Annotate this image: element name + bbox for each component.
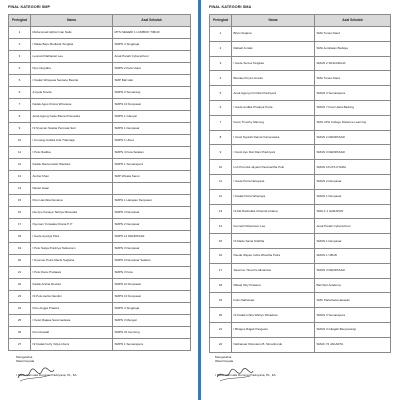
sma-cell-rank: 12	[210, 189, 232, 204]
sma-cell-school: SMAN 3 Semarapura	[315, 86, 391, 101]
sma-cell-name: Ni Made Sania Sriditha	[232, 234, 315, 249]
smp-cell-name: I Kadek Wirayasa Sentanu Besiria	[31, 75, 113, 87]
smp-cell-rank: 25	[9, 315, 31, 327]
smp-cell-name: I Gede Ayodya Pitra	[31, 231, 113, 243]
sma-cell-school: SMAN 7 Kuta Utara Badung	[315, 100, 391, 115]
smp-cell-school: SMPN 1 Gianyar	[113, 111, 191, 123]
smp-table-row	[9, 267, 191, 279]
sma-table-row	[210, 174, 391, 189]
smp-cell-name: I Komang Andika Arta Triatmaja	[31, 135, 113, 147]
sma-cell-name: I Kadek Putra Wiranaya	[232, 189, 315, 204]
sma-table-row	[210, 219, 391, 234]
sma-table-row	[210, 41, 391, 56]
smp-table-row	[9, 99, 191, 111]
smp-cell-name: Kadek Arshia Deviani	[31, 279, 113, 291]
sma-table-row	[210, 278, 391, 293]
sma-sig-name: I Made Darmala Dumma Pradnyana, PL, FA	[215, 373, 276, 378]
sma-cell-school: SMK Pariwisata Harapan	[315, 293, 391, 308]
sma-sig-line2: Wasit Kepala	[215, 359, 234, 364]
smp-cell-rank: 20	[9, 255, 31, 267]
smp-table-row	[9, 63, 191, 75]
sma-cell-school: SMA UPH College Distance Learning	[315, 115, 391, 130]
sma-cell-name: Nathanael Oktoviano B. Simanhuruk	[232, 337, 315, 352]
sma-cell-name: Kenneth Robertson Lee	[232, 219, 315, 234]
smp-cell-name: Ida Ayu Kanaya Tarisya Manuaba	[31, 207, 113, 219]
smp-cell-school: SMPN 10 Denpasar	[113, 291, 191, 303]
sma-cell-school: SMAN 3 Gilagah Banyuwangi	[315, 322, 391, 337]
smp-cell-school: SMPN 01 Gentong	[113, 327, 191, 339]
smp-cell-rank: 6	[9, 87, 31, 99]
sma-cell-rank: 10	[210, 160, 232, 175]
smp-cell-name: Putu Harshita Deviana	[31, 195, 113, 207]
sma-header-school: Asal Sekolah	[315, 15, 391, 27]
sma-cell-school: SMA Tunas Daud	[315, 27, 391, 42]
smp-cell-name: Kadek Agus Krisna Wiranesa	[31, 99, 113, 111]
smp-cell-school: SMPN 4 Singaraja	[113, 303, 191, 315]
sma-cell-rank: 16	[210, 248, 232, 263]
smp-cell-school: SMPN 3 Mengwi	[113, 315, 191, 327]
smp-cell-name: Ni Putu Aerlie Nandini	[31, 291, 113, 303]
sma-signature-scribble	[215, 366, 255, 384]
smp-cell-school: SMP Wisata Sanur	[113, 171, 191, 183]
smp-table-row	[9, 171, 191, 183]
smp-panel	[0, 0, 198, 400]
smp-table-row	[9, 147, 191, 159]
sma-table-row	[210, 145, 391, 160]
smp-cell-name: Diyo Nugraha	[31, 63, 113, 75]
sma-cell-rank: 3	[210, 56, 232, 71]
sma-header-name: Nama	[232, 15, 315, 27]
sma-table-row	[210, 160, 391, 175]
sma-table-row	[210, 115, 391, 130]
sma-cell-name: Kevin Timothy Manong	[232, 115, 315, 130]
smp-table-row	[9, 75, 191, 87]
smp-cell-rank: 19	[9, 243, 31, 255]
sma-sig-line1: Mengetahui,	[215, 355, 233, 359]
sma-table-row	[210, 337, 391, 352]
sma-header-row	[210, 15, 391, 27]
smp-cell-rank: 5	[9, 75, 31, 87]
smp-cell-school: SMPN 1 Harapan Denpasar	[113, 195, 191, 207]
sma-cell-rank: 19	[210, 293, 232, 308]
smp-cell-name: Leonard Nathaniel Lee	[31, 51, 113, 63]
smp-cell-school: SMP Bali Hati	[113, 75, 191, 87]
sma-cell-name: Luh Putu Ika Jayanti Paramartha Putri	[232, 160, 315, 175]
sma-cell-rank: 1	[210, 27, 232, 42]
smp-cell-name: Daniel Isaac	[31, 183, 113, 195]
smp-cell-school: SMPN 3 Kuta	[113, 267, 191, 279]
smp-cell-school: SMPN 3 Denpasar	[113, 207, 191, 219]
smp-cell-rank: 12	[9, 159, 31, 171]
smp-table-row	[9, 231, 191, 243]
smp-table-row	[9, 123, 191, 135]
sma-cell-school: SMAN 2 SINGARAJA	[315, 56, 391, 71]
smp-table-row	[9, 243, 191, 255]
sma-cell-name: I Gusti Ayu Dwi Dian Pradnyani	[232, 145, 315, 160]
sma-cell-rank: 7	[210, 115, 232, 130]
smp-cell-school	[113, 183, 191, 195]
sma-cell-rank: 5	[210, 86, 232, 101]
sma-header-rank: Peringkat	[210, 15, 232, 27]
smp-cell-rank: 8	[9, 111, 31, 123]
smp-cell-name: Ni Nyoman Saskia Permata Sari	[31, 123, 113, 135]
smp-table-row	[9, 159, 191, 171]
sma-cell-name: Paede Wayan Indra Wisistha Putra	[232, 248, 315, 263]
smp-cell-rank: 26	[9, 327, 31, 339]
smp-cell-name: I Made Bayu Budiarta Tengkas	[31, 39, 113, 51]
sma-cell-rank: 6	[210, 100, 232, 115]
sma-table-row	[210, 248, 391, 263]
sma-cell-rank: 18	[210, 278, 232, 293]
smp-cell-school: SMPN 1 Semarapura	[113, 159, 191, 171]
sma-cell-school: SMAN 1 Denpasar	[315, 189, 391, 204]
sma-cell-name: Saverino Tirual Ferdinandus	[232, 263, 315, 278]
smp-cell-school: Anak Panah Cyberschool	[113, 51, 191, 63]
sma-cell-name: Ni Md Rachelika Chamita Ardana	[232, 204, 315, 219]
sma-table-row	[210, 293, 391, 308]
sma-cell-name: Mikael Oby Pratama	[232, 278, 315, 293]
smp-cell-name: Putu Angga Prawira	[31, 303, 113, 315]
sma-cell-name: I Gede Senna Tangkas	[232, 56, 315, 71]
smp-cell-rank: 18	[9, 231, 31, 243]
smp-cell-rank: 14	[9, 183, 31, 195]
sma-cell-school: SMAN 1KUTA UTARA	[315, 160, 391, 175]
smp-cell-school: MTS NEGERI 1 LOMBOK TIMUR	[113, 27, 191, 39]
sma-cell-rank: 15	[210, 234, 232, 249]
sma-cell-name: Anak Agung Intri Dita Pradnyani	[232, 86, 315, 101]
smp-cell-name: Nyoman Yuniaaka Kirana P. P	[31, 219, 113, 231]
smp-cell-rank: 15	[9, 195, 31, 207]
smp-header-school: Asal Sekolah	[113, 15, 191, 27]
sma-cell-school: SMAN 3 DENPASAR	[315, 145, 391, 160]
smp-cell-school: SMPN 1 Denpasar	[113, 123, 191, 135]
sma-table-row	[210, 71, 391, 86]
smp-cell-school: SMPN 2 Kuta Utara	[113, 63, 191, 75]
sma-cell-school: Anak Panah Cyberschool	[315, 219, 391, 234]
smp-cell-rank: 9	[9, 123, 31, 135]
sma-cell-school: SMAK 72 JAKARTA	[315, 337, 391, 352]
sma-table-row	[210, 130, 391, 145]
sma-cell-school: SMAN 2 Denpasar	[315, 174, 391, 189]
smp-cell-school: SMPN 9 Denpasar Selatan	[113, 255, 191, 267]
sma-table-row	[210, 234, 391, 249]
sma-table-row	[210, 308, 391, 323]
smp-cell-rank: 16	[9, 207, 31, 219]
sma-cell-rank: 2	[210, 41, 232, 56]
smp-cell-rank: 1	[9, 27, 31, 39]
smp-cell-name: Kirei Arasaki	[31, 327, 113, 339]
sma-cell-school: SMA Tunas Daud	[315, 71, 391, 86]
smp-table-row	[9, 51, 191, 63]
smp-cell-rank: 10	[9, 135, 31, 147]
sma-cell-name: I Bhagus Rajjek Pangestu	[232, 322, 315, 337]
smp-header-row	[9, 15, 191, 27]
smp-header-rank: Peringkat	[9, 15, 31, 27]
smp-cell-rank: 23	[9, 291, 31, 303]
smp-cell-rank: 17	[9, 219, 31, 231]
smp-table-row	[9, 327, 191, 339]
smp-sig-name: I Made Darmala Dumma Pradnyana, PL, FA	[16, 373, 77, 378]
sma-cell-name: I Gede Andika Pradnya Putra	[232, 100, 315, 115]
sma-cell-rank: 21	[210, 322, 232, 337]
smp-cell-school: SMPN 4 Singaraja	[113, 39, 191, 51]
sma-table	[209, 14, 391, 353]
smp-table-row	[9, 111, 191, 123]
sma-cell-rank: 9	[210, 145, 232, 160]
sma-cell-name: Brian Sutjana	[232, 27, 315, 42]
smp-cell-name: I Ketut Rajasa Swarmadewa	[31, 315, 113, 327]
sma-table-row	[210, 100, 391, 115]
smp-table-row	[9, 183, 191, 195]
sma-cell-school: SMAN 1 Denpasar	[315, 234, 391, 249]
smp-cell-rank: 24	[9, 303, 31, 315]
smp-cell-school: SMPN 14 DENPASAR	[113, 231, 191, 243]
smp-cell-school: SMPN 10 Denpasar	[113, 279, 191, 291]
smp-title: FINAL KATEGORI SMP	[8, 5, 51, 9]
smp-cell-name: Andrei Khan	[31, 171, 113, 183]
sma-cell-school: Bali Star Academy	[315, 278, 391, 293]
sma-cell-rank: 20	[210, 308, 232, 323]
smp-table-row	[9, 39, 191, 51]
sma-cell-school: SMA Jembatan Budaya	[315, 41, 391, 56]
sma-cell-name: I Gusti Ngurah Damar Kameswara	[232, 130, 315, 145]
smp-cell-rank: 21	[9, 267, 31, 279]
smp-table-row	[9, 135, 191, 147]
smp-table-row	[9, 315, 191, 327]
smp-cell-school: SMPN 2 Denpasar	[113, 219, 191, 231]
smp-sig-line1: Mengetahui,	[16, 355, 34, 359]
sma-cell-rank: 13	[210, 204, 232, 219]
smp-table-row	[9, 87, 191, 99]
sma-table-row	[210, 86, 391, 101]
smp-cell-name: Muhammad Alpha Irvan Nalis	[31, 27, 113, 39]
sma-title: FINAL KATEGORI SMA	[209, 5, 252, 9]
smp-cell-rank: 2	[9, 39, 31, 51]
smp-table-row	[9, 27, 191, 39]
smp-cell-name: Ni Kadek Ferly Vidya Utami	[31, 339, 113, 351]
smp-table-row	[9, 291, 191, 303]
sma-cell-name: I Gede Putra Narayana	[232, 174, 315, 189]
smp-cell-rank: 4	[9, 63, 31, 75]
smp-cell-name: A'syela Novita	[31, 87, 113, 99]
sma-panel	[201, 0, 400, 400]
sma-cell-rank: 22	[210, 337, 232, 352]
sma-table-row	[210, 263, 391, 278]
sma-table-row	[210, 189, 391, 204]
smp-cell-rank: 7	[9, 99, 31, 111]
smp-table-row	[9, 255, 191, 267]
smp-cell-name: I Nyoman Putra Manik Sugiarta	[31, 255, 113, 267]
smp-table-row	[9, 279, 191, 291]
smp-cell-name: I Putu Radika	[31, 147, 113, 159]
smp-table	[8, 14, 191, 351]
smp-cell-rank: 27	[9, 339, 31, 351]
sma-cell-rank: 8	[210, 130, 232, 145]
sma-table-row	[210, 204, 391, 219]
smp-cell-rank: 11	[9, 147, 31, 159]
sma-cell-rank: 17	[210, 263, 232, 278]
sma-cell-name: Ni Kadek Ichha Wahyu Wisadewi	[232, 308, 315, 323]
smp-cell-name: I Putu Satya Pradnya Tadusnam	[31, 243, 113, 255]
sma-cell-school: SMAN 1 UBUD	[315, 248, 391, 263]
smp-cell-school: SMPN 3 Semarang	[113, 87, 191, 99]
sma-cell-school: SMAN 3 Semarapura	[315, 308, 391, 323]
sma-cell-rank: 14	[210, 219, 232, 234]
smp-cell-school: SMPN 1 Semarapura	[113, 339, 191, 351]
smp-cell-name: Kadek Rania Iswari Wardani	[31, 159, 113, 171]
sma-cell-school: SMAN 3 DENPASAR	[315, 263, 391, 278]
sma-cell-school: SMA K 1 HARAPAN	[315, 204, 391, 219]
smp-cell-school: SMPN 4 Kuta Selatan	[113, 147, 191, 159]
sma-cell-name: Rafaell Jordan	[232, 41, 315, 56]
smp-cell-rank: 13	[9, 171, 31, 183]
sma-cell-rank: 11	[210, 174, 232, 189]
smp-signature-scribble	[16, 366, 56, 384]
smp-table-row	[9, 303, 191, 315]
sma-table-row	[210, 322, 391, 337]
smp-table-row	[9, 339, 191, 351]
smp-cell-name: Anak Agung Gede Bama Krisnanda	[31, 111, 113, 123]
sma-table-row	[210, 56, 391, 71]
smp-cell-rank: 3	[9, 51, 31, 63]
sma-cell-name: Felix Nathanael	[232, 293, 315, 308]
smp-table-row	[9, 219, 191, 231]
sma-table-row	[210, 27, 391, 42]
smp-cell-school: SMPN 3 Denpasar	[113, 243, 191, 255]
sma-cell-school: SMAN 2 DENPASAR	[315, 130, 391, 145]
smp-cell-rank: 22	[9, 279, 31, 291]
smp-table-row	[9, 195, 191, 207]
sma-cell-rank: 4	[210, 71, 232, 86]
smp-cell-school: SMPN 1 Ubud	[113, 135, 191, 147]
smp-table-row	[9, 207, 191, 219]
smp-cell-name: I Putu Danu Prabawa	[31, 267, 113, 279]
smp-sig-line2: Wasit Kepala	[16, 359, 35, 364]
sma-cell-name: Beudeel Krya Limanto	[232, 71, 315, 86]
smp-cell-school: SMPN 10 Denpasar	[113, 99, 191, 111]
smp-header-name: Nama	[31, 15, 113, 27]
